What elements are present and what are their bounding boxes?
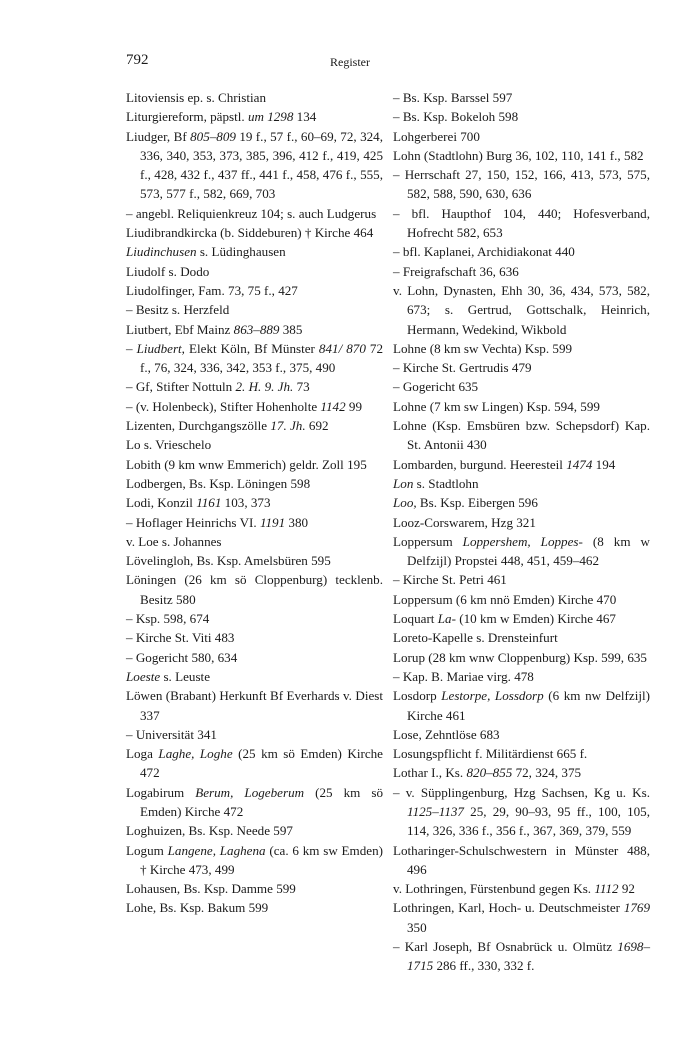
index-entry-text: Lövelingloh, Bs. Ksp. Amelsbüren 595 xyxy=(126,553,331,569)
index-entry-text: Liudolf s. Dodo xyxy=(126,263,210,279)
index-entry xyxy=(126,320,383,339)
index-entry-text: Lombarden, burgund. Heeresteil xyxy=(393,456,567,472)
index-entry xyxy=(393,532,650,571)
index-entry-italic-text: 2. H. 9. Jh. xyxy=(235,379,294,395)
index-entry-italic-text: 17. Jh. xyxy=(270,418,306,434)
index-entry xyxy=(126,435,383,454)
index-entry-text: – Herrschaft 27, 150, 152, 166, 413, 573, 575, 582, 588, 590, 630, 636 xyxy=(393,167,650,202)
index-entry-text: Lose, Zehntlöse 683 xyxy=(393,726,500,742)
index-entry xyxy=(126,841,383,880)
index-entry-text: Lodbergen, Bs. Ksp. Löningen 598 xyxy=(126,475,311,491)
index-entry-text: – Universität 341 xyxy=(126,726,217,742)
index-entry-text: v. Lothringen, Fürstenbund gegen Ks. xyxy=(393,881,595,897)
index-entry-text: Lohne (Ksp. Emsbüren bzw. Schepsdorf) Kap. St. Antonii 430 xyxy=(393,418,650,453)
index-entry-text: Löwen (Brabant) Herkunft Bf Everhards v. Diest 337 xyxy=(126,688,383,723)
index-entry xyxy=(126,667,383,686)
index-entry-text: 286 ff., 330, 332 f. xyxy=(433,958,535,974)
index-entry-text: 350 xyxy=(407,919,427,935)
index-entry-text: 92 xyxy=(618,881,635,897)
index-entry-text: Loreto-Kapelle s. Drensteinfurt xyxy=(393,630,558,646)
index-entry xyxy=(393,609,650,628)
index-entry-text: s. Lüdinghausen xyxy=(196,244,286,260)
index-entry-text: s. Leuste xyxy=(160,668,211,684)
index-entry-italic-text: Langene, Laghena xyxy=(167,842,266,858)
index-entry xyxy=(126,648,383,667)
index-entry xyxy=(126,416,383,435)
index-entry-text: Logum xyxy=(126,842,168,858)
index-entry-italic-text: Loo, xyxy=(393,495,417,511)
index-entry-text: – (v. Holenbeck), Stifter Hohenholte xyxy=(126,398,321,414)
index-entry xyxy=(393,570,650,589)
index-entry-italic-text: 820–855 xyxy=(466,765,513,781)
index-entry xyxy=(393,397,650,416)
index-entry-text: – Kap. B. Mariae virg. 478 xyxy=(393,668,534,684)
index-entry-text: Lothar I., Ks. xyxy=(393,765,467,781)
index-entry xyxy=(126,532,383,551)
index-entry xyxy=(126,127,383,204)
index-entry xyxy=(393,783,650,841)
index-entry-text: Lodi, Konzil xyxy=(126,495,197,511)
index-entry xyxy=(126,300,383,319)
index-entry-text: – Gogericht 580, 634 xyxy=(126,649,238,665)
index-entry-text: Loppersum (6 km nnö Emden) Kirche 470 xyxy=(393,591,617,607)
index-entry xyxy=(126,204,383,223)
index-entry xyxy=(393,242,650,261)
index-entry xyxy=(126,281,383,300)
index-entry-text: Bs. Ksp. Eibergen 596 xyxy=(416,495,538,511)
index-entry-text: Liudolfinger, Fam. 73, 75 f., 427 xyxy=(126,282,298,298)
index-entry xyxy=(126,551,383,570)
index-entry-text: Loppersum xyxy=(393,533,463,549)
index-entry xyxy=(393,358,650,377)
index-entry-italic-text: 1191 xyxy=(259,514,286,530)
index-entry xyxy=(126,223,383,242)
index-entry xyxy=(126,898,383,917)
index-entry xyxy=(126,88,383,107)
index-entry xyxy=(393,763,650,782)
index-entry-text: Loquart xyxy=(393,611,438,627)
index-entry-text: 692 xyxy=(305,418,329,434)
index-entry-text: (ca. 6 km sw Emden) † Kirche 473, 499 xyxy=(140,842,384,877)
index-entry xyxy=(126,107,383,126)
index-entry-text: s. Stadtlohn xyxy=(413,475,479,491)
index-entry xyxy=(126,570,383,609)
index-entry xyxy=(393,88,650,107)
index-entry-text: Loghuizen, Bs. Ksp. Neede 597 xyxy=(126,823,293,839)
index-entry xyxy=(126,339,383,378)
index-entry-italic-text: 863–889 xyxy=(233,321,280,337)
index-entry-text: – Karl Joseph, Bf Osnabrück u. Olmütz xyxy=(393,939,618,955)
index-entry xyxy=(393,204,650,243)
index-entry xyxy=(393,725,650,744)
index-entry-italic-text: Loeste xyxy=(126,668,161,684)
index-entry xyxy=(393,744,650,763)
index-entry-text: Logabirum xyxy=(126,784,196,800)
index-entry-text: 73 xyxy=(293,379,310,395)
index-entry-text: Losungspflicht f. Militärdienst 665 f. xyxy=(393,746,588,762)
index-entry-italic-text: Liudinchusen xyxy=(126,244,197,260)
index-entry-text: Liutbert, Ebf Mainz xyxy=(126,321,234,337)
index-entry xyxy=(126,821,383,840)
running-head: Register xyxy=(330,55,370,69)
index-entry-text: – Bs. Ksp. Barssel 597 xyxy=(393,90,513,105)
index-entry xyxy=(393,339,650,358)
index-entry-text: Lohne (8 km sw Vechta) Ksp. 599 xyxy=(393,340,573,356)
index-entry-text: Looz-Corswarem, Hzg 321 xyxy=(393,514,536,530)
index-entry-text: Elekt Köln, Bf Münster xyxy=(184,340,319,356)
index-entry-italic-text: 1142 xyxy=(320,398,346,414)
index-entry-text: 72, 324, 375 xyxy=(512,765,582,781)
index-entry-text: – Besitz s. Herzfeld xyxy=(126,302,230,318)
index-entry-text: (8 km w Delfzijl) Propstei 448, 451, 459–462 xyxy=(407,533,650,569)
index-entry-text: – Hoflager Heinrichs VI. xyxy=(126,514,260,530)
index-entry-text: 134 xyxy=(293,109,317,125)
index-entry-text: Lizenten, Durchgangszölle xyxy=(126,418,271,434)
index-entry-text: Lohe, Bs. Ksp. Bakum 599 xyxy=(126,900,269,916)
index-entry-text: Losdorp xyxy=(393,688,442,704)
index-entry xyxy=(393,127,650,146)
index-entry-text: – Bs. Ksp. Bokeloh 598 xyxy=(393,109,519,125)
index-entry-text: Lohausen, Bs. Ksp. Damme 599 xyxy=(126,881,296,897)
index-entry-italic-text: Liudbert, xyxy=(136,340,185,356)
index-entry xyxy=(393,667,650,686)
index-entry-text: 385 xyxy=(279,321,303,337)
index-entry-text: 25, 29, 90–93, 95 ff., 100, 105, 114, 326, 336 f., 356 f., 367, 369, 379, 559 xyxy=(407,803,650,839)
index-entry-text: v. Lohn, Dynasten, Ehh 30, 36, 434, 573, 582, 673; s. Gertrud, Gottschalk, Heinrich, Hermann, Wedekind, Wikbold xyxy=(393,282,650,337)
index-entry-text: – bfl. Kaplanei, Archidiakonat 440 xyxy=(393,244,575,260)
index-entry xyxy=(126,493,383,512)
index-entry-text: – bfl. Haupthof 104, 440; Hofesverband, Hofrecht 582, 653 xyxy=(393,205,650,241)
index-entry-text: Lothringen, Karl, Hoch- u. Deutschmeister xyxy=(393,900,624,916)
index-entry xyxy=(393,416,650,455)
index-entry-italic-text: 1769 xyxy=(623,900,650,916)
index-entry-text: Löningen (26 km sö Cloppenburg) tecklenb. Besitz 580 xyxy=(126,572,383,607)
index-entry-text: Lotharinger-Schulschwestern in Münster 488, 496 xyxy=(393,842,650,877)
index-entry xyxy=(126,744,383,783)
index-entry xyxy=(126,879,383,898)
index-entry xyxy=(126,474,383,493)
index-entry-text: (25 km sö Emden) Kirche 472 xyxy=(140,746,383,781)
index-entry xyxy=(393,628,650,647)
index-entry xyxy=(393,513,650,532)
index-entry xyxy=(393,262,650,281)
index-entry-text: Lorup (28 km wnw Cloppenburg) Ksp. 599, 635 xyxy=(393,649,647,665)
index-entry xyxy=(393,686,650,725)
index-entry-text: Lohn (Stadtlohn) Burg 36, 102, 110, 141 f., 582 xyxy=(393,147,644,163)
index-entry xyxy=(393,146,650,165)
index-entry xyxy=(126,397,383,416)
index-entry-text: Lohgerberei 700 xyxy=(393,128,480,144)
index-entry-text: Liturgiereform, päpstl. xyxy=(126,109,248,125)
index-entry xyxy=(393,898,650,937)
index-entry-text: (6 km nw Delfzijl) Kirche 461 xyxy=(407,688,651,723)
index-entry xyxy=(126,725,383,744)
index-entry-text: – xyxy=(126,340,137,356)
index-entry-italic-text: Loppershem, Loppes- xyxy=(462,533,583,549)
index-entry-text: Lobith (9 km wnw Emmerich) geldr. Zoll 195 xyxy=(126,456,367,472)
index-entry-text: – Kirche St. Petri 461 xyxy=(393,572,507,588)
index-entry xyxy=(393,493,650,512)
index-entry-text: – Kirche St. Viti 483 xyxy=(126,630,235,646)
index-entry-text: 194 xyxy=(592,456,616,472)
index-entry-text: (10 km w Emden) Kirche 467 xyxy=(455,611,616,627)
index-entry-text: 72 f., 76, 324, 336, 342, 353 f., 375, 490 xyxy=(140,340,383,376)
index-entry xyxy=(393,474,650,493)
index-entry xyxy=(126,242,383,261)
index-entry xyxy=(393,377,650,396)
index-entry-text: Litoviensis ep. s. Christian xyxy=(126,90,267,105)
index-entry-text: 380 xyxy=(285,514,309,530)
index-entry xyxy=(126,513,383,532)
index-entry xyxy=(126,628,383,647)
index-entry-italic-text: Laghe, Loghe xyxy=(158,746,233,762)
index-entry xyxy=(126,455,383,474)
index-entry-italic-text: Berum, Logeberum xyxy=(195,784,305,800)
index-entry xyxy=(126,783,383,822)
index-entry-italic-text: 1161 xyxy=(196,495,222,511)
index-column-left xyxy=(126,88,383,918)
index-entry xyxy=(393,841,650,880)
index-entry-text: – Kirche St. Gertrudis 479 xyxy=(393,360,532,376)
index-entry-text: – Ksp. 598, 674 xyxy=(126,611,210,627)
index-entry-italic-text: 1698–1715 xyxy=(407,939,650,974)
index-entry xyxy=(126,609,383,628)
index-entry xyxy=(126,377,383,396)
index-entry-italic-text: 1474 xyxy=(566,456,593,472)
index-entry-text: 99 xyxy=(345,398,363,414)
index-entry xyxy=(393,590,650,609)
index-entry-text: Liudibrandkircka (b. Siddeburen) † Kirche 464 xyxy=(126,225,374,241)
index-entry-text: – Gogericht 635 xyxy=(393,379,479,395)
index-entry-text: Loga xyxy=(126,746,159,762)
index-entry xyxy=(393,107,650,126)
index-entry-italic-text: 1112 xyxy=(594,881,619,897)
index-entry xyxy=(126,262,383,281)
index-entry-text: Lohne (7 km sw Lingen) Ksp. 594, 599 xyxy=(393,398,600,414)
index-entry-text: – angebl. Reliquienkreuz 104; s. auch Ludgerus xyxy=(126,205,377,221)
index-entry xyxy=(393,648,650,667)
index-entry-italic-text: 805–809 xyxy=(190,128,236,144)
index-entry-italic-text: 1125–1137 xyxy=(407,803,464,819)
index-entry-text: Lo s. Vrieschelo xyxy=(126,437,212,453)
index-column-right xyxy=(393,88,650,976)
index-entry xyxy=(393,937,650,976)
index-entry-italic-text: Lon xyxy=(393,475,414,491)
index-entry xyxy=(393,165,650,204)
index-entry-italic-text: Lestorpe, Lossdorp xyxy=(441,688,544,704)
index-entry-text: 19 f., 57 f., 60–69, 72, 324, 336, 340, 353, 373, 385, 396, 412 f., 419, 425 f., 428, 432 f., 437 ff., 441 f., 458, 476 f., 555, 573, 577 f., 582, 669, 703 xyxy=(140,128,383,202)
index-entry-text: Liudger, Bf xyxy=(126,128,191,144)
index-entry-text: – Freigrafschaft 36, 636 xyxy=(393,263,519,279)
index-entry-text: – Gf, Stifter Nottuln xyxy=(126,379,236,395)
page-number: 792 xyxy=(126,52,149,68)
index-entry-italic-text: um 1298 xyxy=(247,109,294,125)
index-entry xyxy=(393,281,650,339)
index-entry-text: (25 km sö Emden) Kirche 472 xyxy=(140,784,383,819)
index-entry-italic-text: La- xyxy=(437,611,456,627)
index-entry-text: v. Loe s. Johannes xyxy=(126,533,222,549)
index-entry xyxy=(393,455,650,474)
index-entry-text: – v. Süpplingenburg, Hzg Sachsen, Kg u. Ks. xyxy=(393,784,650,800)
index-entry-italic-text: 841/ 870 xyxy=(318,340,366,356)
index-entry xyxy=(126,686,383,725)
index-entry-text: 103, 373 xyxy=(221,495,271,511)
index-entry xyxy=(393,879,650,898)
